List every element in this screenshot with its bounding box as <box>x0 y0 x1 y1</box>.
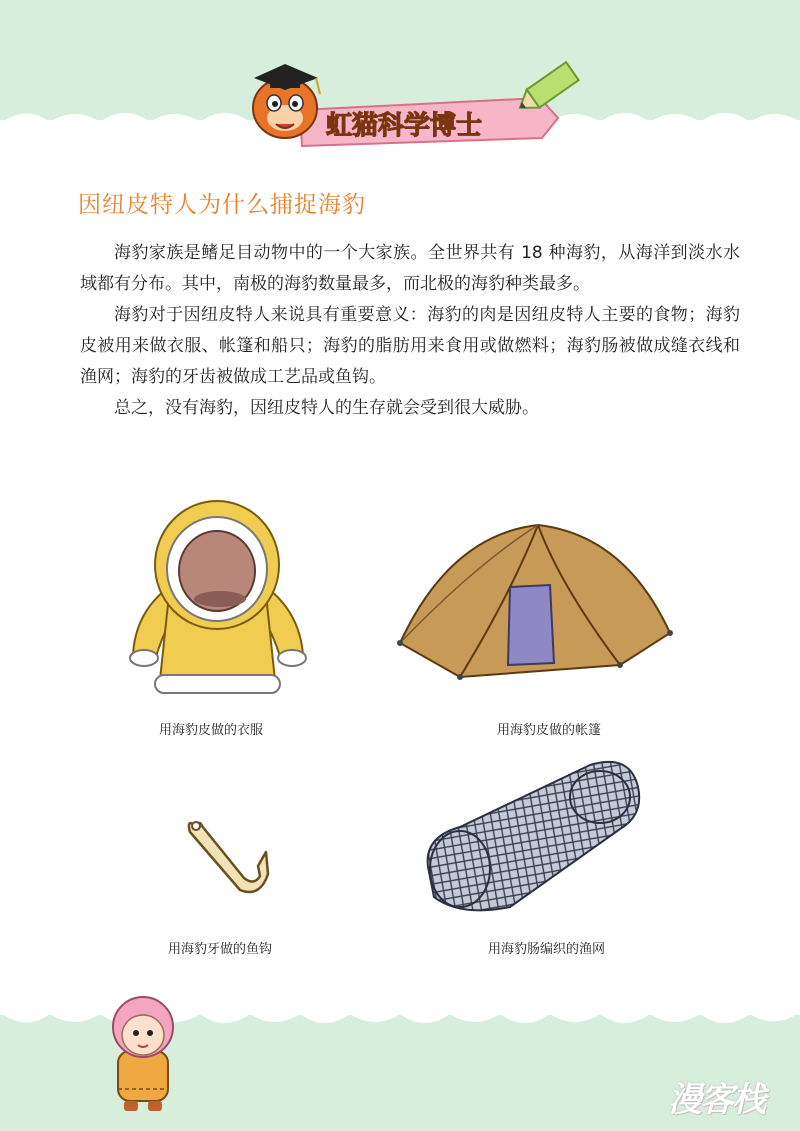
article-body <box>80 238 740 424</box>
figure-caption: 用海豹皮做的衣服 <box>159 723 264 738</box>
girl-in-parka-icon <box>100 985 185 1115</box>
fishhook-icon <box>180 812 280 902</box>
logo-text: 虹猫科学博士 <box>326 111 483 141</box>
article-title: 因纽皮特人为什么捕捉海豹 <box>78 192 366 218</box>
fishing-net-icon <box>420 757 645 917</box>
tent-icon <box>390 515 680 685</box>
article-paragraph: 海豹对于因纽皮特人来说具有重要意义：海豹的肉是因纽皮特人主要的食物；海豹皮被用来做衣服、帐篷和船只；海豹的脂肪用来食用或做燃料；海豹肠被做成缝衣线和渔网；海豹的牙齿被做成工艺品或鱼钩。 <box>80 305 740 387</box>
rainbow-cat-logo <box>240 48 585 158</box>
parka-icon <box>125 495 310 705</box>
article-paragraph: 海豹家族是鳍足目动物中的一个大家族。全世界共有 18 种海豹，从海洋到淡水水域都有分布。其中，南极的海豹数量最多，而北极的海豹种类最多。 <box>80 243 740 294</box>
figure-caption: 用海豹牙做的鱼钩 <box>168 942 273 957</box>
article-paragraph: 总之，没有海豹，因纽皮特人的生存就会受到很大威胁。 <box>114 398 539 418</box>
figure-caption: 用海豹皮做的帐篷 <box>497 723 602 738</box>
watermark-text: 漫客栈 <box>668 1080 764 1120</box>
figure-caption: 用海豹肠编织的渔网 <box>488 942 606 957</box>
